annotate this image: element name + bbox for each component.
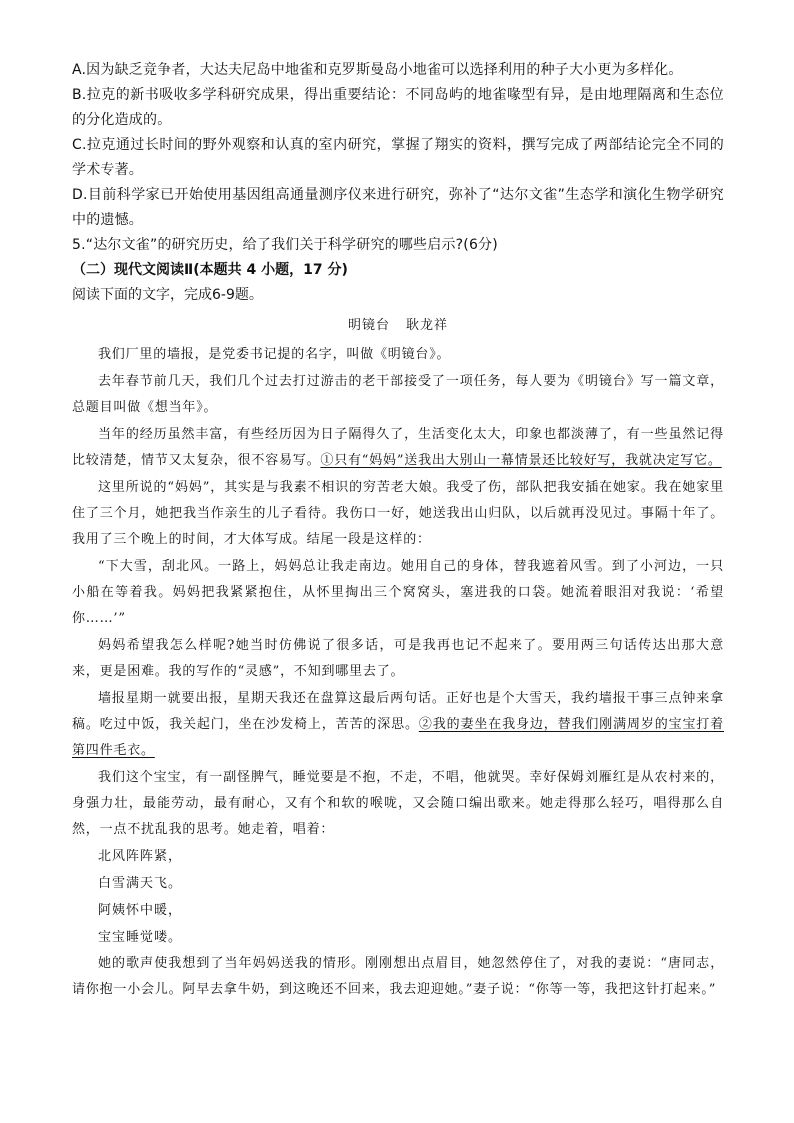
paragraph-3 bbox=[72, 422, 724, 474]
poem-line: 北风阵阵紧， bbox=[98, 849, 183, 864]
paragraph-7 bbox=[72, 686, 724, 764]
underlined-sentence-1: ①只有“妈妈”送我出大别山一幕情景还比较好写，我就决定写它。 bbox=[320, 453, 722, 468]
paragraph-6: 妈妈希望我怎么样呢?她当时仿佛说了很多话，可是我再也记不起来了。要用两三句话传达出那大意来，更是困难。我的写作的“灵感”，不知到哪里去了。 bbox=[72, 638, 724, 679]
paragraph-7-text: 墙报星期一就要出报，星期天我还在盘算这最后两句话。正好也是个大雪天，我约墙报干事三点钟来拿稿。吃过中饭，我关起门，坐在沙发椅上，苦苦的深思。 bbox=[72, 691, 724, 732]
option-b: B.拉克的新书吸收多学科研究成果，得出重要结论：不同岛屿的地雀喙型有异，是由地理隔离和生态位的分化造成的。 bbox=[72, 87, 724, 128]
section-heading: （二）现代文阅读Ⅱ(本题共 4 小题，17 分) bbox=[72, 262, 348, 278]
poem-line: 宝宝睡觉喽。 bbox=[98, 930, 183, 945]
article-author: 耿龙祥 bbox=[406, 318, 449, 333]
underlined-sentence-2: ②我的妻坐在我身边，替我们刚满周岁的宝宝打着第四件毛衣。 bbox=[72, 717, 724, 758]
paragraph-9: 她的歌声使我想到了当年妈妈送我的情形。刚刚想出点眉目，她忽然停住了，对我的妻说：“唐同志，请你抱一小会儿。阿早去拿牛奶，到这晚还不回来，我去迎迎她。”妻子说：“你等一等，我把这针打起来。” bbox=[72, 956, 724, 997]
poem-line: 阿姨怀中暖， bbox=[98, 903, 183, 918]
paragraph-3-text: 当年的经历虽然丰富，有些经历因为日子隔得久了，生活变化太大，印象也都淡薄了，有一些虽然记得比较清楚，情节又太复杂，很不容易写。 bbox=[72, 427, 724, 468]
question-5: 5.“达尔文雀”的研究历史，给了我们关于科学研究的哪些启示?(6分) bbox=[72, 237, 498, 253]
paragraph-1: 我们厂里的墙报，是党委书记提的名字，叫做《明镜台》。 bbox=[98, 347, 451, 362]
poem bbox=[72, 843, 724, 951]
option-a: A.因为缺乏竞争者，大达夫尼岛中地雀和克罗斯曼岛小地雀可以选择利用的种子大小更为多样化。 bbox=[72, 62, 683, 78]
paragraph-5: “下大雪，刮北风。一路上，妈妈总让我走南边。她用自己的身体，替我遮着风雪。到了小河边，一只小船在等着我。妈妈把我紧紧抱住，从怀里掏出三个窝窝头，塞进我的口袋。她流着眼泪对我说：‘希望你……’” bbox=[72, 559, 724, 626]
paragraph-8: 我们这个宝宝，有一副怪脾气，睡觉要是不抱，不走，不唱，他就哭。幸好保姆刘雁红是从农村来的，身强力壮，最能劳动，最有耐心，又有个和软的喉咙，又会随口编出歌来。她走得那么轻巧，唱得那么自然，一点不扰乱我的思考。她走着，唱着： bbox=[72, 770, 724, 837]
poem-line: 白雪满天飞。 bbox=[98, 876, 183, 891]
paragraph-4: 这里所说的“妈妈”，其实是与我素不相识的穷苦老大娘。我受了伤，部队把我安插在她家。我在她家里住了三个月，她把我当作亲生的儿子看待。我伤口一好，她送我出山归队，以后就再没见过。事隔十年了。我用了三个晚上的时间，才大体写成。结尾一段是这样的： bbox=[72, 480, 724, 547]
article-title-line bbox=[72, 312, 724, 340]
section-instruction: 阅读下面的文字，完成6-9题。 bbox=[72, 287, 263, 303]
option-c: C.拉克通过长时间的野外观察和认真的室内研究，掌握了翔实的资料，撰写完成了两部结论完全不同的学术专著。 bbox=[72, 137, 724, 178]
article-title: 明镜台 bbox=[347, 318, 390, 333]
option-d: D.目前科学家已开始使用基因组高通量测序仪来进行研究，弥补了“达尔文雀”生态学和演化生物学研究中的遗憾。 bbox=[72, 187, 724, 228]
paragraph-2: 去年春节前几天，我们几个过去打过游击的老干部接受了一项任务，每人要为《明镜台》写一篇文章，总题目叫做《想当年》。 bbox=[72, 374, 724, 415]
